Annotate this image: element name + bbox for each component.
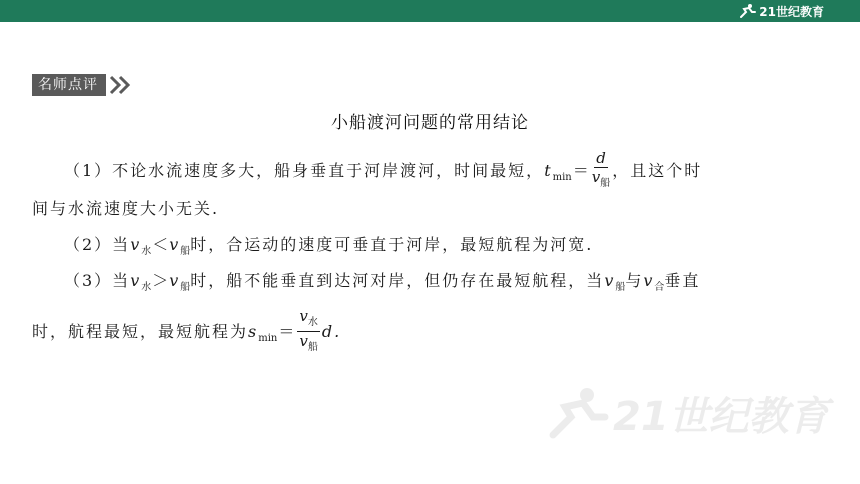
p1-tail-text: ，且这个时 <box>612 161 703 180</box>
paragraph-2 <box>32 234 832 263</box>
p2-v1-sub: 水 <box>141 246 152 257</box>
p1-t-var: t <box>544 161 553 180</box>
runner-logo-icon <box>738 3 756 19</box>
p3-greater-than: ＞ <box>152 271 169 290</box>
p1-lead-text: （1）不论水流速度多大，船身垂直于河岸渡河，时间最短， <box>64 161 545 180</box>
p3-mid-text: 时，船不能垂直到达河对岸，但仍存在最短航程，当 <box>190 271 605 290</box>
p2-tail-text: 时，合运动的速度可垂直于河岸，最短航程为河宽. <box>190 235 594 254</box>
watermark <box>545 385 835 455</box>
paragraph-3 <box>32 270 832 299</box>
p3-line2-lead-text: 时，航程最短，最短航程为 <box>32 322 249 341</box>
p3-v3-var: v <box>604 271 616 290</box>
p2-v1-var: v <box>130 235 142 254</box>
p3-num-sub: 水 <box>307 317 318 328</box>
p3-with-text: 与 <box>625 271 644 290</box>
p3-v1-sub: 水 <box>141 282 152 293</box>
p1-line2-text: 间与水流速度大小无关. <box>32 199 220 218</box>
p2-v2-sub: 船 <box>180 246 191 257</box>
p3-num-v: v <box>299 307 308 325</box>
comment-badge <box>32 74 134 96</box>
p3-den-v: v <box>299 332 308 350</box>
brand-logo-text: 21世纪教育 <box>759 4 824 19</box>
p3-s-var: s <box>248 322 259 341</box>
p1-equals: ＝ <box>572 161 589 180</box>
paragraph-3-line-2 <box>32 308 832 357</box>
p3-tail-text: 垂直 <box>664 271 701 290</box>
p2-lead-text: （2）当 <box>64 235 131 254</box>
p3-v1-var: v <box>130 271 142 290</box>
p3-den-sub: 船 <box>307 342 318 353</box>
p1-den-sub: 船 <box>600 178 611 189</box>
p3-end-text: d. <box>321 322 342 341</box>
p2-less-than: ＜ <box>152 235 169 254</box>
section-title: 小船渡河问题的常用结论 <box>331 113 529 133</box>
top-bar <box>0 0 860 22</box>
p2-v2-var: v <box>169 235 181 254</box>
p3-frac-num <box>297 308 319 332</box>
p1-t-sub: min <box>552 172 572 183</box>
paragraph-1-line-2 <box>32 198 832 220</box>
p1-den-v: v <box>591 168 601 186</box>
p3-lead-text: （3）当 <box>64 271 131 290</box>
runner-watermark-icon <box>545 385 609 441</box>
p1-frac-den <box>592 168 610 193</box>
badge-label: 名师点评 <box>32 74 106 96</box>
p3-v2-var: v <box>169 271 181 290</box>
double-chevron-icon <box>108 74 134 96</box>
p3-fraction <box>297 308 319 357</box>
p3-frac-den <box>299 332 317 357</box>
p3-equals: ＝ <box>278 322 295 341</box>
p3-v2-sub: 船 <box>180 282 191 293</box>
p3-v3-sub: 船 <box>615 282 626 293</box>
p3-s-sub: min <box>258 333 278 344</box>
p1-frac-num: d <box>596 149 606 167</box>
p3-v4-var: v <box>643 271 655 290</box>
p1-fraction <box>592 150 610 193</box>
p3-v4-sub: 合 <box>654 282 665 293</box>
brand-logo[interactable] <box>738 2 824 20</box>
watermark-text: 21世纪教育 <box>613 394 829 440</box>
paragraph-1 <box>32 150 832 193</box>
